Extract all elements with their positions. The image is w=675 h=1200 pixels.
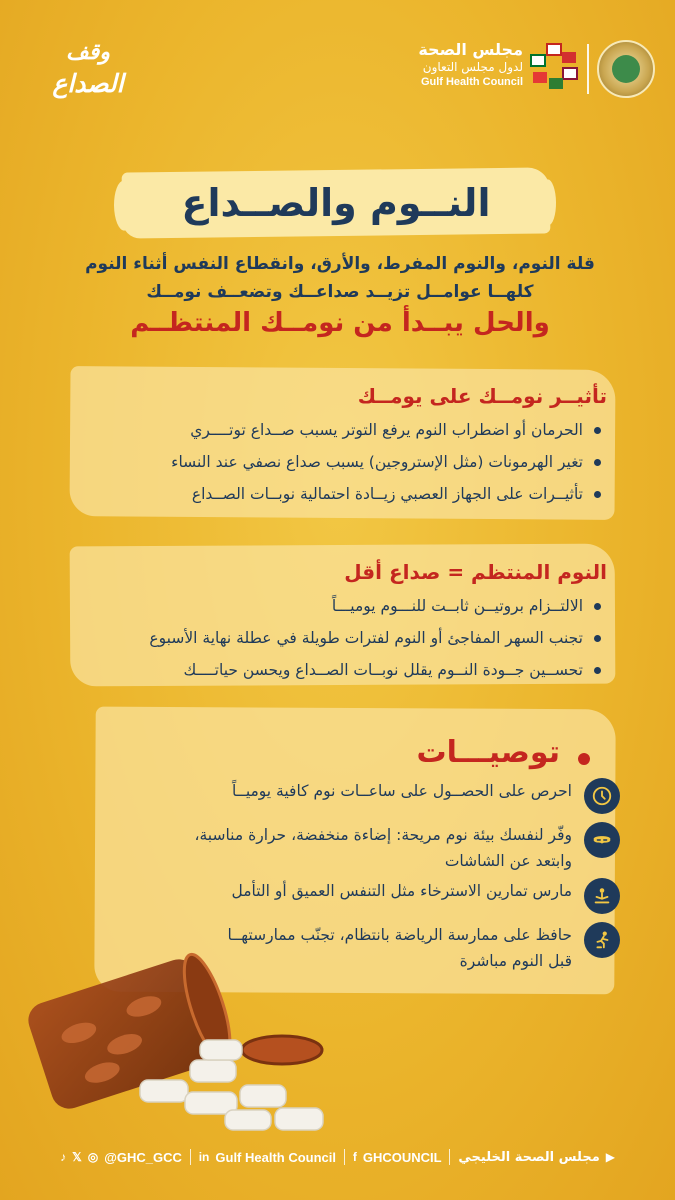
recommendation-text: احرص على الحصــول على ساعــات نوم كافية يوميــاً: [232, 782, 572, 800]
section-2-title: النوم المنتظم = صداع أقل: [344, 560, 607, 584]
gulf-health-council-logo: [385, 38, 655, 98]
recommendation-text-continued: وابتعد عن الشاشات: [444, 852, 572, 870]
pill-bottle-illustration: [0, 950, 340, 1140]
recommendation-text: وفّر لنفسك بيئة نوم مريحة: إضاءة منخفضة، حرارة مناسبة،: [194, 826, 572, 844]
list-item: تغير الهرمونات (مثل الإستروجين) يسبب صداع نصفي عند النساء: [85, 446, 605, 478]
meditation-icon: [584, 878, 620, 914]
footer-social-handle-label: @GHC_GCC: [104, 1149, 182, 1165]
recommendations-title: توصيـــات: [416, 735, 560, 770]
footer-social-handle[interactable]: [60, 1150, 182, 1165]
recommendation-item: [90, 878, 620, 914]
intro-highlight: والحل يبــدأ من نومــك المنتظــم: [130, 308, 550, 338]
org-name-en: Gulf Health Council: [420, 76, 523, 88]
intro-line-2: كلهــا عوامــل تزيــد صداعــك وتضعــف نومــك: [146, 282, 534, 302]
recommendation-text-continued: قبل النوم مباشرة: [459, 952, 572, 970]
ghc-flags-ring-icon: [529, 42, 579, 94]
section-1-title: تأثيــر نومــك على يومــك: [357, 384, 607, 408]
linkedin-icon: in: [198, 1150, 210, 1164]
footer-linkedin-label: Gulf Health Council: [215, 1149, 337, 1165]
footer-divider: [449, 1149, 450, 1165]
recommendation-text: حافظ على ممارسة الرياضة بانتظام، تجنّب ممارستهــا: [227, 926, 572, 944]
logo-divider: [587, 44, 589, 94]
sleep-mask-icon: [584, 822, 620, 858]
footer-linkedin[interactable]: [199, 1150, 336, 1165]
list-item: تحســين جــودة النــوم يقلل نوبــات الصــداع ويحسن حياتــــك: [85, 654, 605, 686]
list-item: تجنب السهر المفاجئ أو النوم لفترات طويلة في عطلة نهاية الأسبوع: [85, 622, 605, 654]
facebook-icon: f: [352, 1150, 357, 1164]
footer-divider: [190, 1149, 191, 1165]
list-item: الالتــزام بروتيــن ثابــت للنـــوم يوميـــاً: [85, 590, 605, 622]
recommendations-bullet-icon: [578, 753, 590, 765]
list-item: تأثيــرات على الجهاز العصبي زيــادة احتمالية نوبــات الصــداع: [85, 478, 605, 510]
recommendation-item: [90, 778, 620, 814]
org-name-ar-line-2: لدول مجلس التعاون: [422, 60, 523, 74]
footer-facebook[interactable]: [353, 1150, 442, 1165]
footer-youtube-label: مجلس الصحة الخليجي: [458, 1149, 600, 1165]
campaign-logo-line-1: وقف: [66, 40, 110, 65]
page-title: النــوم والصــداع: [181, 181, 491, 225]
footer-youtube[interactable]: [458, 1150, 615, 1165]
clock-icon: [584, 778, 620, 814]
organization-name: [383, 40, 523, 89]
x-icon: 𝕏: [72, 1150, 82, 1164]
footer-facebook-label: GHCOUNCIL: [362, 1149, 442, 1165]
intro-line-1: قلة النوم، والنوم المفرط، والأرق، وانقطاع النفس أثناء النوم: [85, 254, 595, 274]
campaign-logo: [28, 38, 148, 108]
gcc-emblem-icon: [597, 40, 655, 98]
exercise-icon: [584, 922, 620, 958]
recommendation-text: مارس تمارين الاسترخاء مثل التنفس العميق أو التأمل: [231, 882, 572, 900]
pill-bottle: [24, 950, 240, 1113]
tiktok-icon: ♪: [60, 1150, 67, 1164]
footer: [60, 1145, 615, 1169]
section-2-list: [85, 590, 605, 686]
youtube-icon: ▶: [605, 1150, 615, 1164]
footer-divider: [344, 1149, 345, 1165]
campaign-logo-line-2: الصداع: [52, 69, 124, 98]
recommendation-item: [90, 822, 620, 874]
instagram-icon: ◎: [87, 1150, 99, 1164]
org-name-ar-line-1: مجلس الصحة: [418, 40, 523, 59]
bottle-cap: [242, 1036, 322, 1064]
list-item: الحرمان أو اضطراب النوم يرفع التوتر يسبب صــداع توتــــري: [85, 414, 605, 446]
section-1-list: [85, 414, 605, 510]
